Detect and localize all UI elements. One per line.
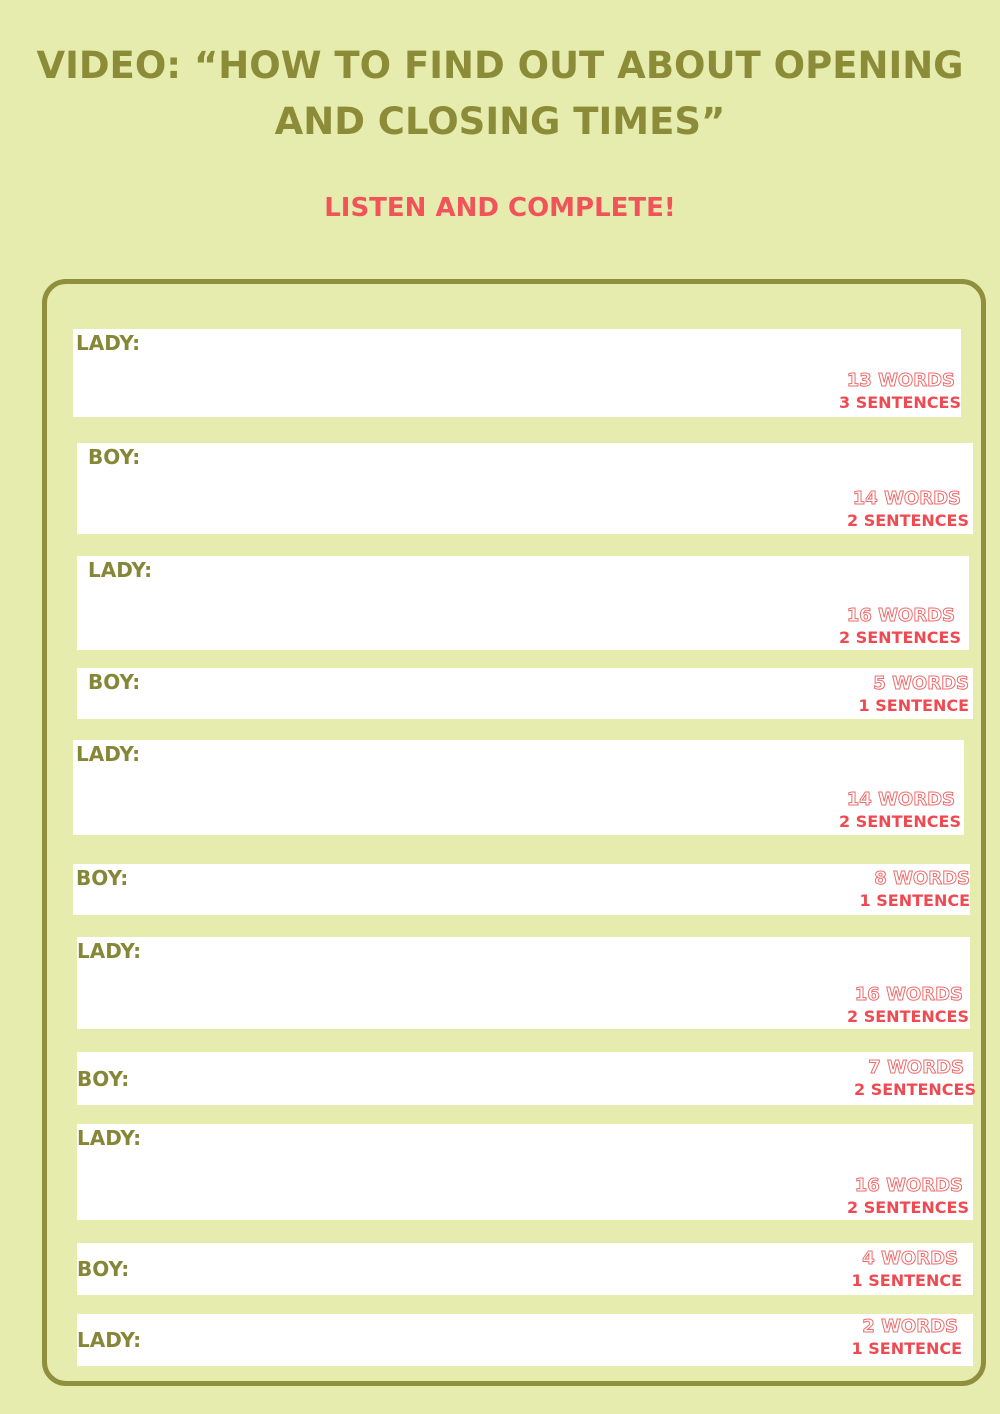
word-count: 16 WORDS [846, 605, 955, 626]
speaker-label: LADY: [88, 558, 153, 582]
speaker-label: BOY: [77, 1066, 130, 1091]
count-hint [859, 673, 969, 717]
dialogue-line-4[interactable] [77, 668, 973, 719]
sentence-count: 1 SENTENCE [851, 1339, 962, 1358]
speaker-label: LADY: [76, 742, 141, 766]
word-count: 8 WORDS [874, 868, 970, 889]
sentence-count: 1 SENTENCE [851, 1271, 962, 1290]
sentence-count: 2 SENTENCES [839, 628, 961, 647]
dialogue-line-9[interactable] [77, 1124, 973, 1220]
sentence-count: 2 SENTENCES [847, 1007, 969, 1026]
word-count: 16 WORDS [854, 1175, 963, 1196]
speaker-label: BOY: [88, 445, 141, 469]
dialogue-line-2[interactable] [77, 443, 973, 534]
dialogue-line-6[interactable] [73, 864, 970, 915]
word-count: 2 WORDS [862, 1316, 958, 1337]
count-hint [839, 370, 961, 414]
dialogue-line-7[interactable] [77, 937, 970, 1029]
speaker-label: LADY: [77, 939, 142, 963]
word-count: 7 WORDS [868, 1057, 964, 1078]
dialogue-line-1[interactable] [73, 329, 961, 417]
page-title-line-2: AND CLOSING TIMES” [274, 100, 726, 143]
dialogue-line-3[interactable] [77, 556, 969, 650]
count-hint [852, 1316, 962, 1360]
word-count: 14 WORDS [852, 488, 961, 509]
sentence-count: 2 SENTENCES [847, 1198, 969, 1217]
count-hint [860, 868, 970, 912]
sentence-count: 2 SENTENCES [847, 511, 969, 530]
word-count: 14 WORDS [846, 789, 955, 810]
page-title [0, 38, 1000, 150]
sentence-count: 2 SENTENCES [854, 1080, 976, 1099]
sentence-count: 1 SENTENCE [858, 696, 969, 715]
count-hint [847, 488, 969, 532]
count-hint [854, 1057, 976, 1101]
speaker-label: LADY: [77, 1126, 142, 1150]
instruction-heading: LISTEN AND COMPLETE! [324, 193, 676, 223]
dialogue-line-10[interactable] [77, 1243, 973, 1295]
word-count: 4 WORDS [862, 1248, 958, 1269]
sentence-count: 2 SENTENCES [839, 812, 961, 831]
speaker-label: BOY: [76, 866, 129, 890]
sentence-count: 3 SENTENCES [839, 393, 961, 412]
count-hint [852, 1248, 962, 1292]
sentence-count: 1 SENTENCE [859, 891, 970, 910]
count-hint [847, 1175, 969, 1219]
count-hint [839, 789, 961, 833]
speaker-label: BOY: [77, 1257, 130, 1281]
word-count: 5 WORDS [873, 673, 969, 694]
dialogue-line-5[interactable] [73, 740, 964, 835]
count-hint [839, 605, 961, 649]
speaker-label: LADY: [77, 1328, 142, 1352]
speaker-label: BOY: [88, 670, 141, 694]
page-title-line-1: VIDEO: “HOW TO FIND OUT ABOUT OPENING [36, 44, 964, 87]
speaker-label: LADY: [76, 331, 141, 355]
word-count: 16 WORDS [854, 984, 963, 1005]
dialogue-line-8[interactable] [77, 1052, 976, 1105]
word-count: 13 WORDS [846, 370, 955, 391]
dialogue-line-11[interactable] [77, 1314, 973, 1366]
count-hint [847, 984, 969, 1028]
